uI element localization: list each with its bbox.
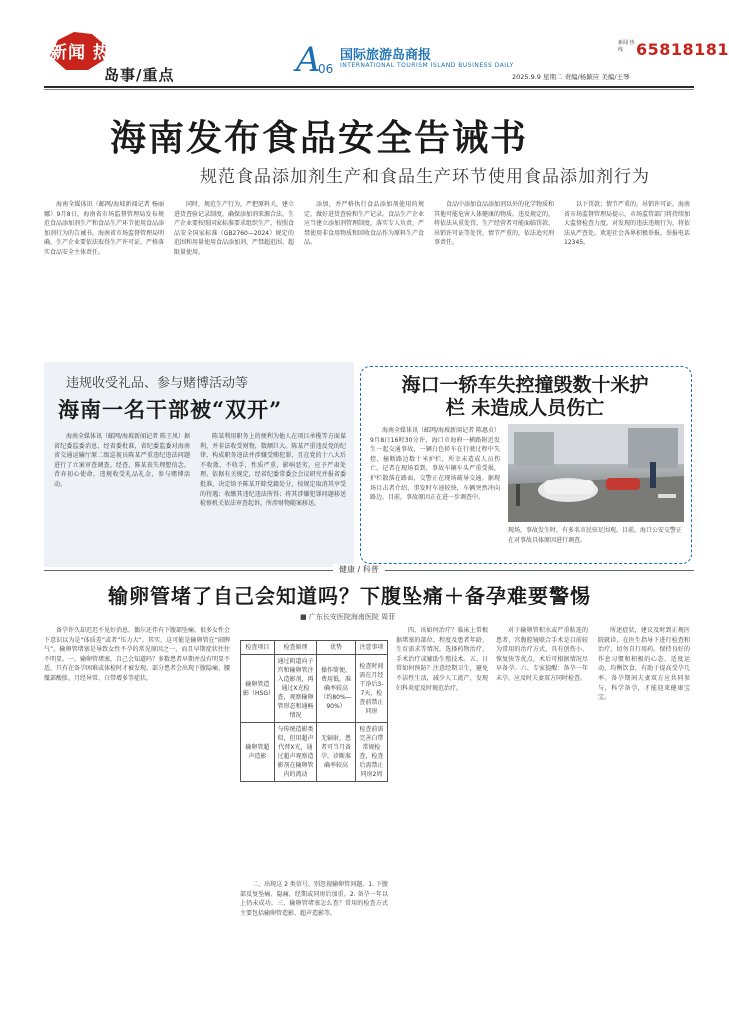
- table-cell: 无辐射，患者可当月备孕，诊断准确率较高: [317, 723, 356, 782]
- table-cell: 操作简便，费用低，准确率较高（约80%—90%）: [317, 655, 356, 723]
- hotline-number: 65818181: [636, 40, 729, 59]
- table-row: [241, 723, 388, 782]
- logo-text: 新闻 热线: [50, 43, 129, 63]
- health-column-2: 二、出现这 2 类信号，别忽视输卵管问题。1. 下腹部反复坠痛、隐痛，经期或同房后加重。2. 备孕一年以上仍未成功。三、输卵管堵塞怎么查？常用的检查方式主要包括输卵管造影、超声造影等。: [240, 881, 388, 917]
- story2-kicker: 违规收受礼品、参与赌博活动等: [66, 376, 249, 391]
- table-cell: 输卵管造影（HSG）: [241, 655, 275, 723]
- table-row: [241, 655, 388, 723]
- story2-column-1: 海南全媒体讯（邮网/海坡新闻记者 陈王凤）据省纪委监委消息，经省委批准，省纪委监委对海南省交通运输厅原二级巡视员陈某严重违纪违法问题进行了立案审查调查。经查，陈某丧失理想信念，背弃初心使命，违规收受礼品礼金，参与赌博活动。: [54, 433, 190, 488]
- health-column-1: 备孕许久却迟迟不见好消息，偶尔还伴有下腹部坠痛，很多女性会下意识以为是“体质差”或者“压力大”。其实，这可能是输卵管在“闹脾气”。输卵管堵塞是导致女性不孕的常见原因之一，而且早期症状往往不明显。一、输卵管堵塞，自己会知道吗？多数患者早期并没有明显不适，只有在备孕困难或体检时才被发现。部分患者会出现下腹隐痛、腰骶部酸胀、月经异常、白带增多等症状。: [44, 627, 231, 682]
- accident-photo: [508, 424, 684, 522]
- crashed-car-photo-icon: [508, 424, 684, 522]
- health-column-3: 四、该如何治疗？临床上常根据堵塞的部位、程度及患者年龄、生育需求等情况，选择药物治疗、手术治疗或辅助生殖技术。五、日常如何预防？注意经期卫生，避免不洁性生活，减少人工流产，发现妇科炎症及时规范治疗。: [396, 627, 488, 692]
- exam-comparison-table: [240, 640, 388, 782]
- story3-body: 海南全媒体讯（邮网/海坡新闻记者 陈惠贞）9月8日16时30分许，海口市海府一横路附近发生一起交通事故，一辆白色轿车在行驶过程中失控，撞断路边数十米护栏，所幸未造成人员伤亡。记者在现场看到，事故车辆车头严重受损，护栏散落在路面，交警正在现场疏导交通。据现场目击者介绍，事发时车速较快，车辆突然冲向路边。目前，事故原因正在进一步调查中。: [370, 427, 500, 502]
- table-cell: 输卵管超声造影: [241, 723, 275, 782]
- dateline: [512, 72, 630, 81]
- issue-date: 2025.9.9: [512, 73, 541, 81]
- paper-name: 国际旅游岛商报: [340, 48, 432, 63]
- photo-caption: 现场，事故发生时，有多名市民驻足围观。目前，海口公安交警正在对事故具体原因进行调查。: [508, 527, 683, 544]
- table-header-cell: 检查项目: [241, 641, 275, 655]
- health-headline: 输卵管堵了自己会知道吗？下腹坠痛＋备孕难要警惕: [108, 584, 591, 608]
- table-header-cell: 检查原理: [274, 641, 317, 655]
- table-cell: 与传统造影类似，但用超声代替X光，通过超声观察造影剂在输卵管内的流动: [274, 723, 317, 782]
- story2-column-2: 陈某利用职务上的便利为他人在项目承揽等方面谋利，并非法收受财物，数额巨大。陈某严重违反党的纪律，构成职务违法并涉嫌受贿犯罪，且在党的十八大后不收敛、不收手，性质严重，影响恶劣，应予严肃处理。依据有关规定，经省纪委常委会会议研究并报省委批准，决定给予陈某开除党籍处分，按规定取消其享受的待遇；收缴其违纪违法所得；将其涉嫌犯罪问题移送检察机关依法审查起诉，所涉财物随案移送。: [200, 433, 346, 508]
- story2-headline: 海南一名干部被“双开”: [58, 397, 283, 422]
- header-rule-thin: [44, 89, 694, 90]
- lead-column-3: 添加，并严格执行食品添加剂使用的规定，做好进货查验和生产记录。食品生产企业应当建立添加剂管理制度，落实专人负责，严禁使用非食用物质和回收食品作为原料生产食品。: [304, 201, 425, 247]
- lead-headline: 海南发布食品安全告诫书: [110, 117, 529, 159]
- header-rule: [44, 86, 694, 88]
- table-cell: 检查时间需在月经干净后3-7天，检查前禁止同房: [355, 655, 387, 723]
- paper-subtitle: INTERNATIONAL TOURISM ISLAND BUSINESS DAILY: [340, 62, 514, 69]
- table-cell: 检查前需完善白带常规检查，检查后需禁止同房2周: [355, 723, 387, 782]
- lead-column-5: 以下罚款；情节严重的，吊销许可证。海南省市场监督管理局提示，市场监管部门将持续加大监督检查力度，对发现的违法违规行为，将依法从严查处。欢迎社会各界积极举报，举报电话12345。: [564, 201, 691, 247]
- hotline-label: 新闻 热线: [618, 40, 635, 53]
- story3-headline: 海口一轿车失控撞毁数十米护栏 未造成人员伤亡: [401, 374, 649, 419]
- lead-column-1: 海南全媒体讯（邮网/海坡新闻记者 杨丽娜）9月8日，海南省市场监督管理局发布规范食品添加剂生产和食品生产环节使用食品添加剂行为的告诫书。海南省市场监督管理局明确，生产企业要依法取得生产许可证，严格落实食品安全主体责任。: [44, 201, 165, 256]
- editor-credit: 责编/杨颖应: [564, 73, 600, 81]
- page-number: 06: [318, 62, 334, 76]
- health-column-4: 对于输卵管积水或严重粘连的患者，宫腹腔镜联合手术是目前较为常用的治疗方式，具有创伤小、恢复快等优点，术后可根据情况尽早备孕。六、专家提醒：备孕一年未孕，应及时夫妻双方同时检查。: [496, 627, 588, 682]
- health-byline: ■ 广东长安医院海南医院 周菲: [300, 613, 396, 621]
- lead-column-2: 同时，规范生产行为，严把原料关，建立进货查验记录制度，确保添加剂来源合法。生产企业要按照国家标准要求组织生产，按照食品安全国家标准（GB2760—2024）规定的范围和用量使用食品添加剂，严禁超范围、超限量使用。: [174, 201, 295, 256]
- lead-subhead: 规范食品添加剂生产和食品生产环节使用食品添加剂行为: [200, 167, 650, 187]
- health-column-5: 所述症状，建议及时到正规医院就诊，在医生指导下进行检查和治疗，切勿自行用药。保持良好的作息习惯和积极的心态，适度运动，均衡饮食，有助于提高受孕几率。备孕期间夫妻双方应共同参与，科学备孕，才能迎来健康宝宝。: [598, 627, 690, 702]
- table-cell: 通过阴道向子宫和输卵管注入造影剂，再通过X光检查，观察输卵管形态和通畅情况: [274, 655, 317, 723]
- table-header-row: [241, 641, 388, 655]
- lead-column-4: 食品中添加食品添加剂以外的化学物质和其他可能危害人体健康的物质。违反规定的，将依法从重处罚，生产经营者可能面临罚款、吊销许可证等处罚，情节严重的，依法追究刑事责任。: [434, 201, 555, 247]
- section-band-label: 健康 / 科普: [333, 564, 385, 575]
- issue-weekday: 星期二: [543, 73, 563, 81]
- section-title: 岛事/重点: [104, 66, 175, 84]
- page-letter: A: [296, 40, 321, 80]
- exam-table: [240, 640, 388, 782]
- table-header-cell: 注意事项: [355, 641, 387, 655]
- table-header-cell: 优势: [317, 641, 356, 655]
- designer-credit: 美编/王琴: [601, 73, 630, 81]
